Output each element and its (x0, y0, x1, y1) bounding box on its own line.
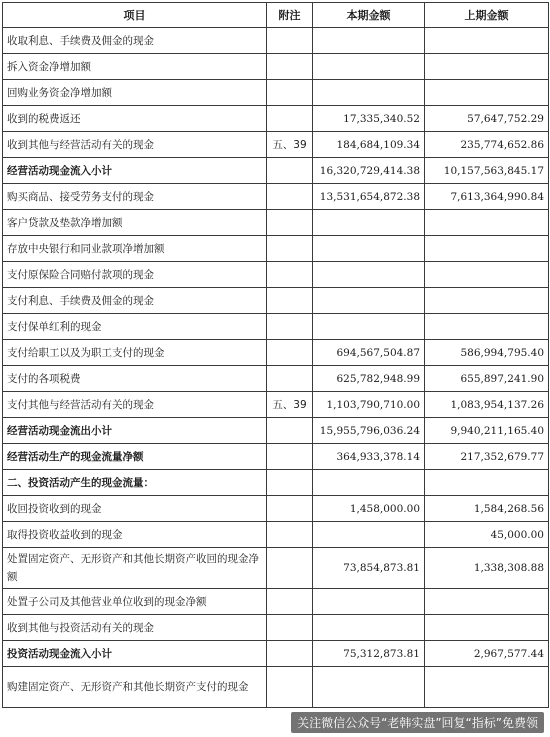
header-previous-amount: 上期金额 (425, 3, 549, 28)
row-note (267, 184, 313, 210)
header-item: 项目 (3, 3, 267, 28)
row-current-amount: 75,312,873.81 (313, 641, 425, 667)
table-row (3, 184, 549, 210)
table-row (3, 667, 549, 708)
row-note (267, 54, 313, 80)
row-item-label: 经营活动现金流出小计 (3, 418, 267, 444)
row-item-label: 收回投资收到的现金 (3, 496, 267, 522)
row-note: 五、39 (267, 392, 313, 418)
table-row (3, 158, 549, 184)
row-current-amount (313, 262, 425, 288)
row-note (267, 106, 313, 132)
cash-flow-table (2, 2, 549, 708)
row-previous-amount (425, 28, 549, 54)
row-previous-amount (425, 615, 549, 641)
row-item-label: 拆入资金净增加额 (3, 54, 267, 80)
row-previous-amount: 217,352,679.77 (425, 444, 549, 470)
row-previous-amount: 1,584,268.56 (425, 496, 549, 522)
table-row (3, 314, 549, 340)
table-row (3, 132, 549, 158)
row-previous-amount: 57,647,752.29 (425, 106, 549, 132)
row-note (267, 641, 313, 667)
table-row (3, 236, 549, 262)
row-item-label: 二、投资活动产生的现金流量： (3, 470, 267, 496)
row-current-amount (313, 80, 425, 106)
row-previous-amount: 655,897,241.90 (425, 366, 549, 392)
row-item-label: 支付的各项税费 (3, 366, 267, 392)
row-previous-amount: 7,613,364,990.84 (425, 184, 549, 210)
table-row (3, 80, 549, 106)
row-item-label: 存放中央银行和同业款项净增加额 (3, 236, 267, 262)
row-item-label: 购买商品、接受劳务支付的现金 (3, 184, 267, 210)
row-item-label: 支付给职工以及为职工支付的现金 (3, 340, 267, 366)
table-row (3, 392, 549, 418)
row-current-amount: 73,854,873.81 (313, 548, 425, 589)
row-note: 五、39 (267, 132, 313, 158)
row-previous-amount: 1,338,308.88 (425, 548, 549, 589)
row-previous-amount (425, 236, 549, 262)
row-note (267, 262, 313, 288)
row-note (267, 522, 313, 548)
table-row (3, 470, 549, 496)
row-item-label: 支付保单红利的现金 (3, 314, 267, 340)
row-current-amount: 16,320,729,414.38 (313, 158, 425, 184)
row-current-amount (313, 589, 425, 615)
table-row (3, 54, 549, 80)
row-note (267, 615, 313, 641)
row-item-label: 收到其他与投资活动有关的现金 (3, 615, 267, 641)
row-note (267, 236, 313, 262)
row-previous-amount (425, 262, 549, 288)
row-previous-amount (425, 667, 549, 708)
row-item-label: 收取利息、手续费及佣金的现金 (3, 28, 267, 54)
row-note (267, 667, 313, 708)
row-current-amount: 1,103,790,710.00 (313, 392, 425, 418)
table-row (3, 366, 549, 392)
row-previous-amount (425, 80, 549, 106)
table-row (3, 496, 549, 522)
row-previous-amount (425, 288, 549, 314)
row-previous-amount: 235,774,652.86 (425, 132, 549, 158)
row-previous-amount: 2,967,577.44 (425, 641, 549, 667)
table-row (3, 641, 549, 667)
row-current-amount (313, 667, 425, 708)
row-item-label: 投资活动现金流入小计 (3, 641, 267, 667)
row-current-amount (313, 522, 425, 548)
table-row (3, 340, 549, 366)
table-row (3, 28, 549, 54)
row-previous-amount (425, 210, 549, 236)
row-note (267, 444, 313, 470)
row-note (267, 340, 313, 366)
row-current-amount: 13,531,654,872.38 (313, 184, 425, 210)
table-row (3, 106, 549, 132)
table-row (3, 418, 549, 444)
row-note (267, 314, 313, 340)
row-current-amount (313, 236, 425, 262)
row-note (267, 470, 313, 496)
row-previous-amount (425, 54, 549, 80)
row-previous-amount: 1,083,954,137.26 (425, 392, 549, 418)
row-note (267, 496, 313, 522)
row-current-amount (313, 28, 425, 54)
row-note (267, 418, 313, 444)
row-note (267, 28, 313, 54)
table-row (3, 548, 549, 589)
row-current-amount (313, 470, 425, 496)
row-note (267, 158, 313, 184)
row-current-amount (313, 314, 425, 340)
table-row (3, 444, 549, 470)
table-row (3, 589, 549, 615)
row-current-amount: 694,567,504.87 (313, 340, 425, 366)
table-row (3, 288, 549, 314)
row-item-label: 支付利息、手续费及佣金的现金 (3, 288, 267, 314)
row-item-label: 客户贷款及垫款净增加额 (3, 210, 267, 236)
row-item-label: 收到的税费返还 (3, 106, 267, 132)
row-current-amount (313, 210, 425, 236)
table-row (3, 615, 549, 641)
row-previous-amount (425, 314, 549, 340)
row-note (267, 288, 313, 314)
header-current-amount: 本期金额 (313, 3, 425, 28)
row-current-amount (313, 288, 425, 314)
row-item-label: 收到其他与经营活动有关的现金 (3, 132, 267, 158)
row-previous-amount: 10,157,563,845.17 (425, 158, 549, 184)
row-current-amount: 625,782,948.99 (313, 366, 425, 392)
row-item-label: 支付其他与经营活动有关的现金 (3, 392, 267, 418)
row-item-label: 支付原保险合同赔付款项的现金 (3, 262, 267, 288)
row-current-amount: 1,458,000.00 (313, 496, 425, 522)
row-item-label: 处置固定资产、无形资产和其他长期资产收回的现金净额 (3, 548, 267, 589)
table-row (3, 262, 549, 288)
row-previous-amount: 45,000.00 (425, 522, 549, 548)
row-previous-amount (425, 589, 549, 615)
row-current-amount: 364,933,378.14 (313, 444, 425, 470)
row-previous-amount (425, 470, 549, 496)
row-previous-amount: 586,994,795.40 (425, 340, 549, 366)
row-note (267, 366, 313, 392)
row-item-label: 购建固定资产、无形资产和其他长期资产支付的现金 (3, 667, 267, 708)
table-row (3, 522, 549, 548)
row-note (267, 548, 313, 589)
row-item-label: 回购业务资金净增加额 (3, 80, 267, 106)
row-item-label: 经营活动现金流入小计 (3, 158, 267, 184)
table-header-row (3, 3, 549, 28)
row-item-label: 处置子公司及其他营业单位收到的现金净额 (3, 589, 267, 615)
watermark-banner: 关注微信公众号“老韩实盘”回复“指标”免费领 (291, 712, 544, 733)
row-note (267, 589, 313, 615)
row-current-amount (313, 54, 425, 80)
row-item-label: 经营活动生产的现金流量净额 (3, 444, 267, 470)
table-row (3, 210, 549, 236)
row-note (267, 80, 313, 106)
header-note: 附注 (267, 3, 313, 28)
row-note (267, 210, 313, 236)
row-current-amount (313, 615, 425, 641)
row-item-label: 取得投资收益收到的现金 (3, 522, 267, 548)
row-current-amount: 17,335,340.52 (313, 106, 425, 132)
row-current-amount: 184,684,109.34 (313, 132, 425, 158)
row-current-amount: 15,955,796,036.24 (313, 418, 425, 444)
row-previous-amount: 9,940,211,165.40 (425, 418, 549, 444)
